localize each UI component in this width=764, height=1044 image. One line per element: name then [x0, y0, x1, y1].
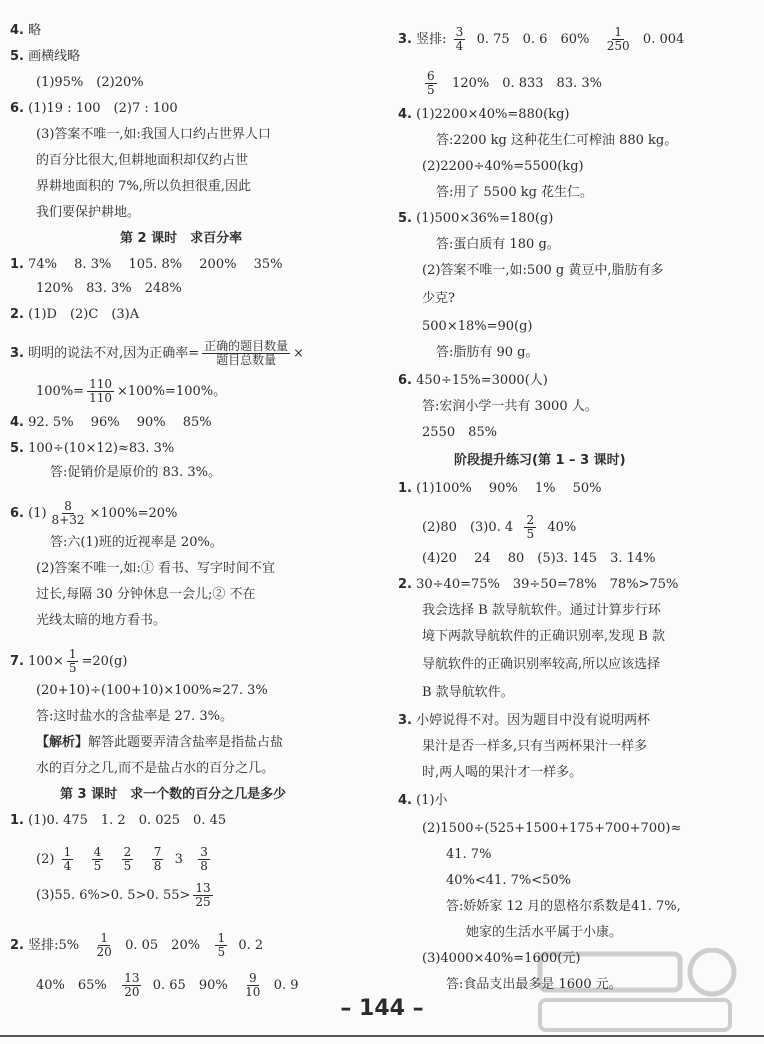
fraction: $\frac{\text{正确的题目数量}}{\text{题目总数量}}$	[204, 339, 289, 367]
r-p2-line1: 2. 30÷40=75% 39÷50=78% 78%>75%	[398, 577, 679, 592]
r-q5-line1: 5. (1)500×36%=180(g)	[398, 211, 554, 226]
r-q4-line1: 4. (1)2200×40%=880(kg)	[398, 107, 570, 122]
r-p2-text-4: B 款导航软件。	[422, 685, 514, 700]
s2q1-line1: 1. 74% 8. 3% 105. 8% 200% 35%	[10, 257, 283, 272]
s2q7-note1: 【解析】解答此题要弄清含盐率是指盐占盐	[36, 735, 284, 750]
section-heading-3: 第 3 课时 求一个数的百分之几是多少	[60, 787, 287, 802]
r-p2-text-2: 境下两款导航软件的正确识别率,发现 B 款	[422, 629, 665, 644]
r-q4-answer1: 答:2200 kg 这种花生仁可榨油 880 kg。	[436, 133, 678, 148]
s2q6-line: 6. (1) $\frac{8}{8+32}$ ×100%=20%	[10, 499, 178, 527]
r-p4-line4: 40%<41. 7%<50%	[446, 873, 572, 888]
s2q6-text-2: 过长,每隔 30 分钟休息一会儿;② 不在	[36, 587, 256, 602]
r-p4-line1: 4. (1)小	[398, 793, 448, 808]
s2q4-line: 4. 92. 5% 96% 90% 85%	[10, 415, 212, 430]
r-q5-line3: 少克?	[422, 291, 455, 306]
s2q6-answer: 答:六(1)班的近视率是 20%。	[50, 535, 223, 550]
r-p4-line5: (3)4000×40%=1600(元)	[422, 951, 581, 966]
r-q6-answer: 答:宏润小学一共有 3000 人。	[422, 399, 598, 414]
r-p4-line3: 41. 7%	[446, 847, 492, 862]
fraction: $\frac{2}{5}$	[526, 513, 535, 541]
r-p1-line2: (2)80 (3)0. 4 $\frac{2}{5}$ 40%	[422, 513, 577, 541]
fraction: $\frac{4}{5}$	[93, 845, 102, 873]
r-p3-text-2: 果汁是否一样多,只有当两杯果汁一样多	[422, 739, 648, 754]
s3q2-line1: 2. 竖排:5% $\frac{1}{20}$ 0. 05 20% $\frac{1}{5}$ 0. 2	[10, 931, 264, 959]
fraction: $\frac{7}{8}$	[153, 845, 162, 873]
s2q3-line2: 100%= $\frac{110}{110}$ ×100%=100%。	[36, 377, 227, 405]
s3q1-line3: (3)55. 6%>0. 5>0. 55> $\frac{13}{25}$	[36, 881, 211, 909]
q6-text-3: 界耕地面积的 7%,所以负担很重,因此	[36, 179, 252, 194]
fraction: $\frac{3}{8}$	[200, 845, 208, 873]
r-q6-line1: 6. 450÷15%=3000(人)	[398, 373, 548, 388]
r-q5-line2: (2)答案不唯一,如:500 g 黄豆中,脂肪有多	[422, 263, 664, 278]
q6-text-1: (3)答案不唯一,如:我国人口约占世界人口	[36, 127, 271, 142]
s2q7-line2: (20+10)÷(100+10)×100%≈27. 3%	[36, 683, 268, 698]
r-p4-answer3: 答:食品支出最多是 1600 元。	[446, 977, 622, 992]
r-q3-line1: 3. 竖排: $\frac{3}{4}$ 0. 75 0. 6 60% $\frac{1}{250}$ 0. 004	[398, 25, 685, 53]
fraction: $\frac{110}{110}$	[89, 377, 112, 405]
watermark-logo	[532, 948, 742, 1036]
r-p4-answer1: 答:娇娇家 12 月的恩格尔系数是41. 7%,	[446, 899, 681, 914]
s3q1-line1: 1. (1)0. 475 1. 2 0. 025 0. 45	[10, 813, 227, 828]
s2q5-line: 5. 100÷(10×12)≈83. 3%	[10, 441, 175, 456]
s3q2-line2: 40% 65% $\frac{13}{20}$ 0. 65 90% $\frac{9}{10}$ 0. 9	[36, 971, 299, 999]
fraction: $\frac{1}{20}$	[96, 931, 112, 959]
s2q6-text-1: (2)答案不唯一,如:① 看书、写字时间不宜	[36, 561, 276, 576]
s2q2-line: 2. (1)D (2)C (3)A	[10, 307, 140, 322]
fraction: $\frac{1}{5}$	[68, 647, 77, 675]
q5-line: 5. 画横线略	[10, 49, 81, 64]
r-p1-line1: 1. (1)100% 90% 1% 50%	[398, 481, 602, 496]
fraction: $\frac{1}{5}$	[217, 931, 226, 959]
fraction: $\frac{13}{20}$	[124, 971, 140, 999]
fraction: $\frac{2}{5}$	[123, 845, 132, 873]
s3q1-line2: (2) $\frac{1}{4}$ $\frac{4}{5}$ $\frac{2}{5}$ $\frac{7}{8}$ 3 $\frac{3}{8}$	[36, 845, 208, 873]
s2q7-line: 7. 100× $\frac{1}{5}$ =20(g)	[10, 647, 128, 675]
fraction: $\frac{1}{250}$	[606, 25, 630, 53]
r-q5-answer2: 答:脂肪有 90 g。	[436, 345, 539, 360]
fraction: $\frac{1}{4}$	[63, 845, 72, 873]
page-number: – 144 –	[340, 996, 424, 1021]
s2q7-answer: 答:这时盐水的含盐率是 27. 3%。	[36, 709, 233, 724]
r-q3-line2: $\frac{6}{5}$ 120% 0. 833 83. 3%	[427, 69, 602, 97]
s2q1-line2: 120% 83. 3% 248%	[36, 281, 182, 296]
r-p3-line1: 3. 小婷说得不对。因为题目中没有说明两杯	[398, 713, 651, 728]
r-p3-text-3: 时,两人喝的果汁才一样多。	[422, 765, 583, 780]
r-p4-line2: (2)1500÷(525+1500+175+700+700)≈	[422, 821, 682, 836]
section-heading-stage: 阶段提升练习(第 1 – 3 课时)	[454, 453, 626, 468]
section-heading-2: 第 2 课时 求百分率	[120, 231, 243, 246]
fraction: $\frac{6}{5}$	[427, 69, 435, 97]
s2q3-line1: 3. 明明的说法不对,因为正确率= $\frac{\text{正确的题目数量}}{\text{题目总数量}}$ ×	[10, 339, 305, 367]
fraction: $\frac{13}{25}$	[195, 881, 211, 909]
s2q7-note2: 水的百分之几,而不是盐占水的百分之几。	[36, 761, 275, 776]
q6-text-2: 的百分比很大,但耕地面积却仅约占世	[36, 153, 249, 168]
r-p4-answer2: 她家的生活水平属于小康。	[466, 925, 623, 940]
r-q4-line2: (2)2200÷40%=5500(kg)	[422, 159, 584, 174]
s2q6-text-3: 光线太暗的地方看书。	[36, 613, 167, 628]
q6-text-4: 我们要保护耕地。	[36, 205, 141, 220]
r-p2-text-1: 我会选择 B 款导航软件。通过计算步行环	[422, 603, 661, 618]
r-q5-answer1: 答:蛋白质有 180 g。	[436, 237, 560, 252]
r-p1-line3: (4)20 24 80 (5)3. 145 3. 14%	[422, 551, 656, 566]
footer-divider	[0, 1035, 764, 1037]
r-q4-answer2: 答:用了 5500 kg 花生仁。	[436, 185, 594, 200]
fraction: $\frac{8}{8+32}$	[51, 499, 85, 527]
fraction: $\frac{9}{10}$	[245, 971, 261, 999]
fraction: $\frac{3}{4}$	[455, 25, 464, 53]
s2q5-answer: 答:促销价是原价的 83. 3%。	[50, 465, 221, 480]
r-q5-line4: 500×18%=90(g)	[422, 319, 533, 334]
q6-line: 6. (1)19 : 100 (2)7 : 100	[10, 101, 178, 116]
q4-line: 4. 略	[10, 23, 42, 38]
r-p2-text-3: 导航软件的正确识别率较高,所以应该选择	[422, 657, 661, 672]
q5-sub: (1)95% (2)20%	[36, 75, 144, 90]
r-q6-line2: 2550 85%	[422, 425, 497, 440]
